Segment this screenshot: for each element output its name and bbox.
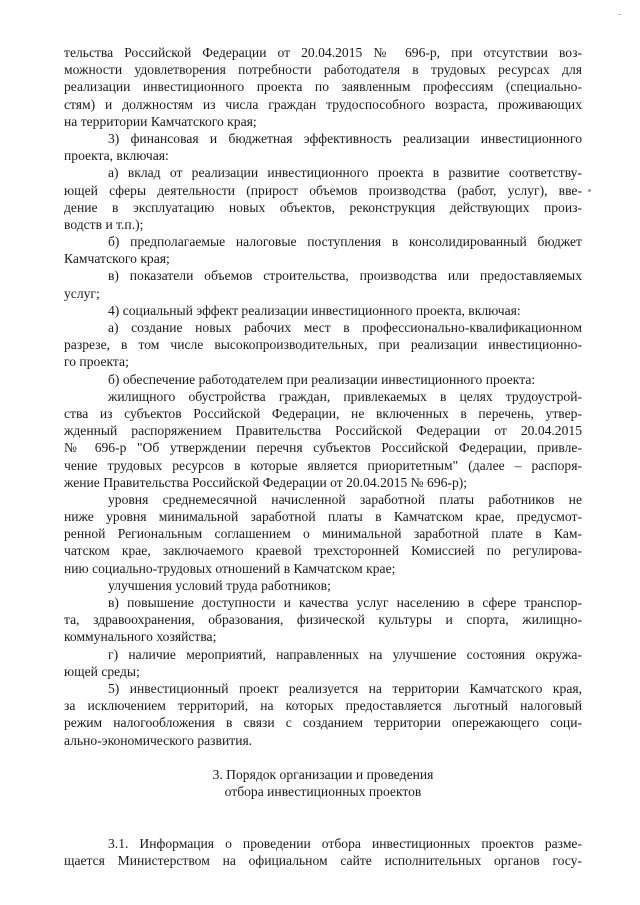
text-line: уровня среднемесячной начисленной заработной платы работников не — [108, 491, 582, 507]
text-line: Камчатского края; — [64, 251, 170, 267]
text-line: тельства Российской Федерации от 20.04.2015 № 696-р, при отсутствии воз- — [64, 45, 582, 60]
scan-speck — [588, 189, 591, 192]
text-line: б) предполагаемые налоговые поступления в консолидированный бюджет — [108, 234, 582, 250]
text-line: в) показатели объемов строительства, производства или предоставляемых — [108, 268, 582, 284]
text-line: чение трудовых ресурсов в которые является приоритетным" (далее – распоря- — [64, 457, 582, 473]
text-line: а) создание новых рабочих мест в профессионально-квалификационном — [108, 320, 582, 335]
text-line: ющей среды; — [64, 663, 140, 679]
text-line: 3.1. Информация о проведении отбора инвестиционных проектов разме- — [108, 835, 582, 851]
text-line: жилищного обустройства граждан, привлекаемых в целях трудоустрой- — [108, 388, 582, 404]
text-line: проекта, включая: — [64, 148, 169, 164]
text-line: жденный распоряжением Правительства Российской Федерации от 20.04.2015 — [64, 423, 582, 439]
text-line: ниже уровня минимальной заработной платы в Камчатском крае, предусмот- — [64, 509, 582, 525]
section-heading-line-1: 3. Порядок организации и проведения — [212, 766, 434, 782]
text-line: на территории Камчатского края; — [64, 113, 257, 129]
text-line: улучшения условий труда работников; — [108, 577, 331, 593]
text-line: 3) финансовая и бюджетная эффективность реализации инвестиционного — [108, 130, 582, 146]
text-line: го проекта; — [64, 354, 129, 370]
text-line: ренной Региональным соглашением о минимальной заработной плате в Кам- — [64, 526, 582, 542]
body-text — [64, 44, 582, 749]
text-line: в) повышение доступности и качества услуг населению в сфере транспор- — [108, 595, 582, 610]
text-line: коммунального хозяйства; — [64, 629, 217, 645]
document-body — [64, 44, 582, 869]
text-line: 5) инвестиционный проект реализуется на территории Камчатского края, — [108, 680, 582, 696]
scan-speck — [618, 14, 621, 15]
spacer — [64, 817, 582, 834]
text-line: нию социально-трудовых отношений в Камчатском крае; — [64, 560, 396, 576]
text-line: ющей сферы деятельности (прирост объемов производства (работ, услуг), вве- — [64, 182, 582, 198]
text-line: водств и т.п.); — [64, 216, 144, 232]
spacer — [64, 800, 582, 817]
text-line: стям) и должностям из числа граждан трудоспособного возраста, проживающих — [64, 96, 582, 112]
text-line: реализации инвестиционного проекта по заявленным профессиям (специально- — [64, 79, 582, 95]
text-line: ально-экономического развития. — [64, 732, 253, 748]
text-line: 4) социальный эффект реализации инвестиционного проекта, включая: — [108, 302, 521, 318]
text-line: щается Министерством на официальном сайте исполнительных органов госу- — [64, 852, 582, 868]
text-line: можности удовлетворения потребности работодателя в трудовых ресурсах для — [64, 62, 582, 78]
section-heading-line-2: отбора инвестиционных проектов — [224, 784, 422, 800]
text-line: г) наличие мероприятий, направленных на улучшение состояния окружа- — [108, 646, 582, 662]
text-line: б) обеспечение работодателем при реализации инвестиционного проекта: — [108, 371, 536, 387]
text-line: режим налогообложения в связи с созданием территории опережающего соци- — [64, 715, 582, 731]
text-line: та, здравоохранения, образования, физической культуры и спорта, жилищно- — [64, 612, 582, 628]
text-line: дение в эксплуатацию новых объектов, реконструкция действующих произ- — [64, 199, 582, 215]
text-line: ства из субъектов Российской Федерации, не включенных в перечень, утвер- — [64, 405, 582, 421]
text-line: а) вклад от реализации инвестиционного проекта в развитие соответству- — [108, 165, 582, 181]
text-line: чатском крае, заключаемого краевой трехсторонней Комиссией по регулирова- — [64, 543, 582, 559]
text-line: за исключением территорий, на которых предоставляется льготный налоговый — [64, 698, 582, 714]
section-3-1-text — [64, 835, 582, 869]
text-line: № 696-р "Об утверждении перечня субъектов Российской Федерации, привле- — [64, 440, 582, 456]
text-line: жение Правительства Российской Федерации от 20.04.2015 № 696-р); — [64, 474, 468, 490]
text-line: услуг; — [64, 285, 100, 301]
spacer — [64, 749, 582, 766]
section-heading — [64, 766, 582, 800]
text-line: разрезе, в том числе высокопроизводительных, при реализации инвестиционно- — [64, 337, 582, 353]
